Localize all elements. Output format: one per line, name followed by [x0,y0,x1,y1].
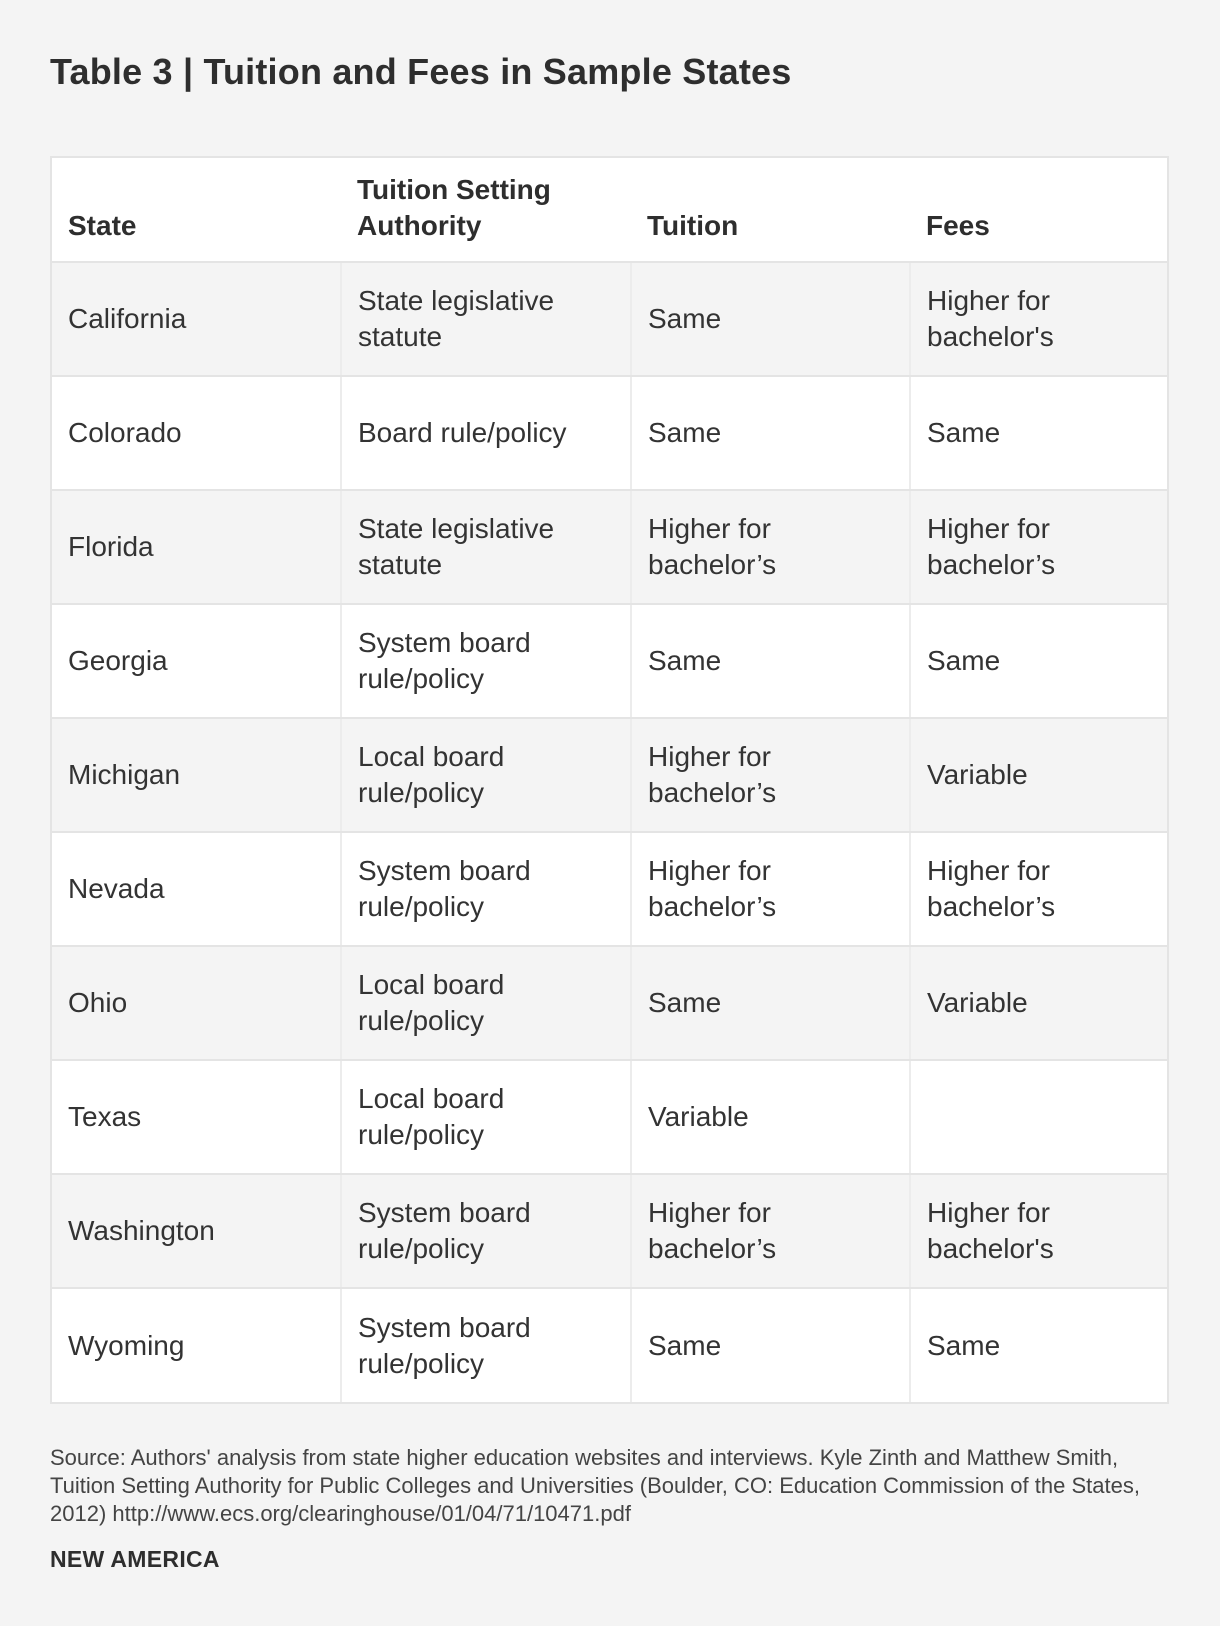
cell-authority: Local board rule/policy [341,718,631,832]
cell-tuition: Same [631,376,910,490]
table-row [52,490,1167,604]
cell-authority: State legislative statute [341,262,631,376]
cell-fees: Higher for bachelor's [910,1174,1167,1288]
cell-authority: Board rule/policy [341,376,631,490]
tuition-fees-table [50,156,1169,1404]
cell-fees: Higher for bachelor’s [910,832,1167,946]
cell-tuition: Higher for bachelor’s [631,718,910,832]
table-row [52,1060,1167,1174]
source-note: Source: Authors' analysis from state higher education websites and interviews. Kyle Zinth and Matthew Smith, Tuition Setting Authority for Public Colleges and Universities (Boulder, CO: Education Commission of the States, 2012) http://www.ecs.org/clearinghouse/01/04/71/10471.pdf [50,1445,1140,1526]
cell-authority: System board rule/policy [341,1174,631,1288]
cell-tuition: Variable [631,1060,910,1174]
cell-fees [910,1060,1167,1174]
header-row [52,158,1167,262]
cell-tuition: Same [631,604,910,718]
cell-tuition: Same [631,946,910,1060]
cell-fees: Same [910,604,1167,718]
table-row [52,262,1167,376]
cell-authority: System board rule/policy [341,832,631,946]
cell-tuition: Higher for bachelor’s [631,490,910,604]
cell-tuition: Higher for bachelor’s [631,832,910,946]
cell-fees: Variable [910,946,1167,1060]
table-row [52,718,1167,832]
cell-authority: System board rule/policy [341,1288,631,1402]
cell-authority: State legislative statute [341,490,631,604]
table-row [52,376,1167,490]
header-tuition-setting-authority: Tuition Setting Authority [341,158,631,262]
cell-fees: Higher for bachelor's [910,262,1167,376]
cell-state: Michigan [52,718,341,832]
cell-authority: Local board rule/policy [341,1060,631,1174]
cell-authority: System board rule/policy [341,604,631,718]
cell-tuition: Same [631,1288,910,1402]
cell-tuition: Same [631,262,910,376]
header-tuition: Tuition [631,158,910,262]
table-title: Table 3 | Tuition and Fees in Sample States [50,51,792,92]
table-row [52,1174,1167,1288]
table-row [52,946,1167,1060]
brand-logo-text: NEW AMERICA [50,1546,220,1572]
table-body [52,262,1167,1402]
cell-state: Florida [52,490,341,604]
cell-fees: Higher for bachelor’s [910,490,1167,604]
cell-state: Wyoming [52,1288,341,1402]
cell-tuition: Higher for bachelor’s [631,1174,910,1288]
table-row [52,1288,1167,1402]
cell-state: Georgia [52,604,341,718]
cell-fees: Same [910,1288,1167,1402]
header-fees: Fees [910,158,1167,262]
cell-state: Texas [52,1060,341,1174]
cell-state: Colorado [52,376,341,490]
table-header [52,158,1167,262]
header-state: State [52,158,341,262]
cell-state: Nevada [52,832,341,946]
cell-state: Ohio [52,946,341,1060]
cell-state: Washington [52,1174,341,1288]
cell-state: California [52,262,341,376]
cell-authority: Local board rule/policy [341,946,631,1060]
table-row [52,832,1167,946]
cell-fees: Same [910,376,1167,490]
table-row [52,604,1167,718]
cell-fees: Variable [910,718,1167,832]
